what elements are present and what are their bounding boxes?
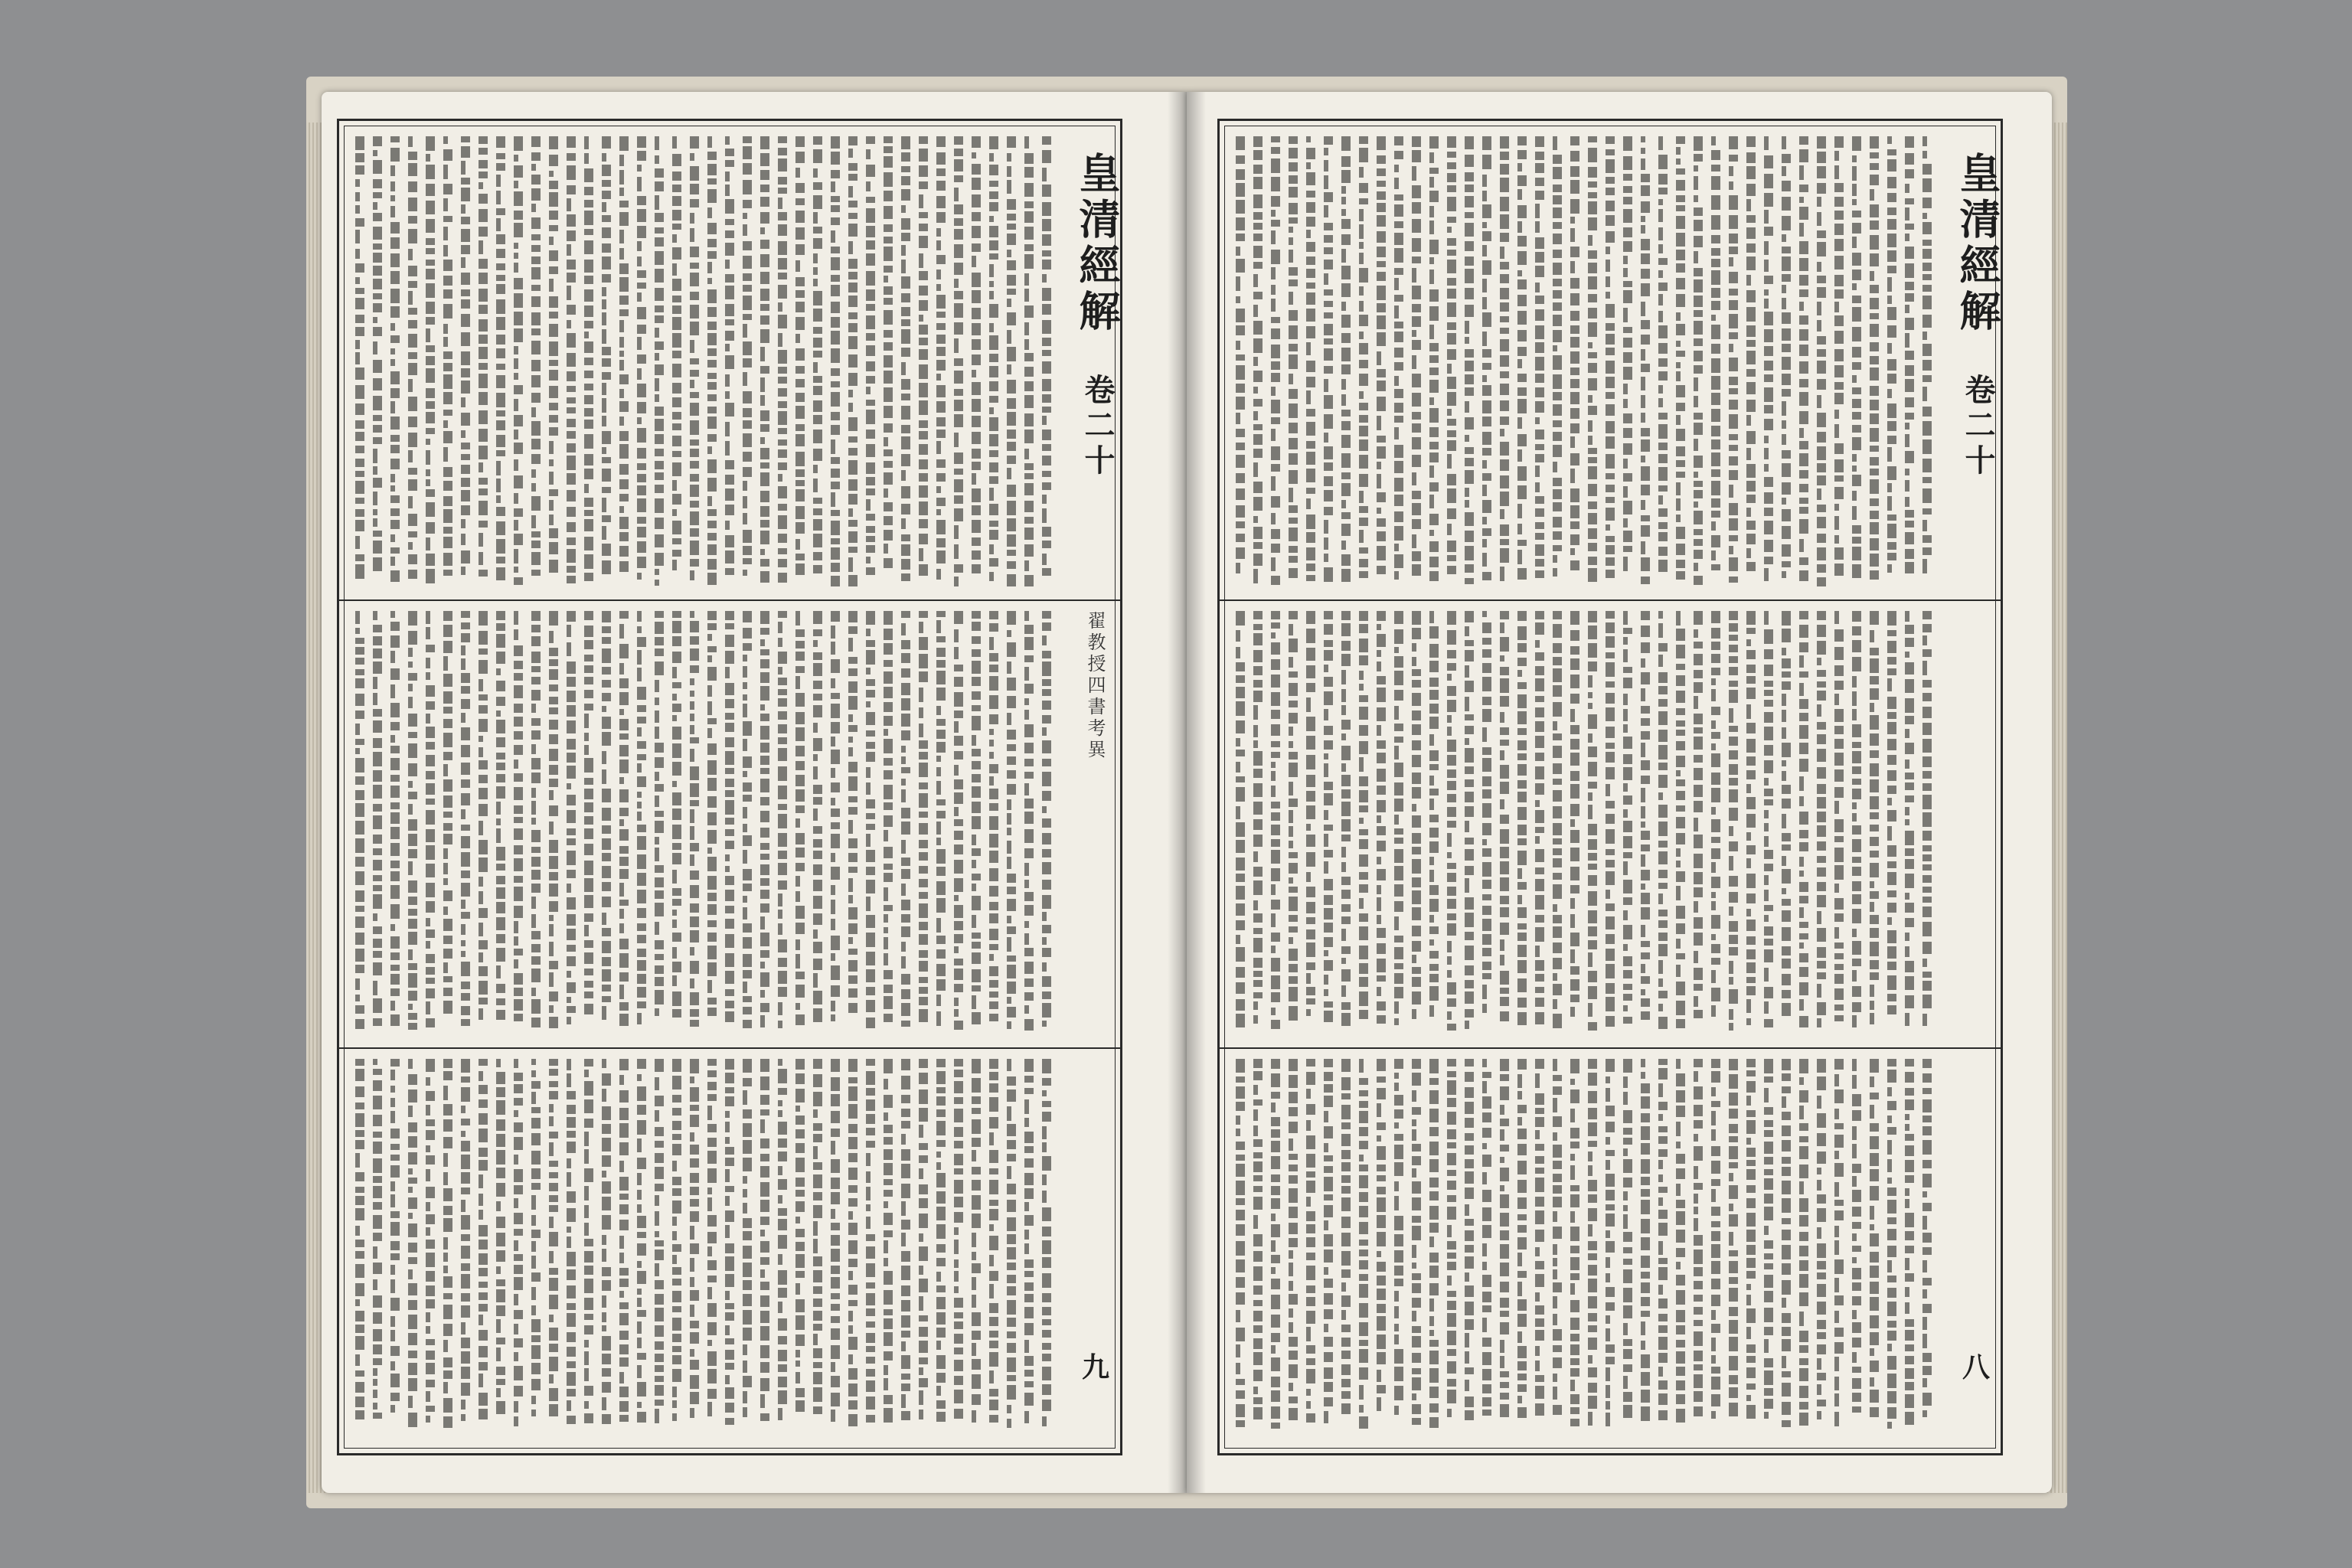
text-column [1886,132,1897,1442]
text-column [531,132,541,1442]
text-column [1640,132,1651,1442]
right-page-frame [1217,119,2003,1455]
text-column [390,132,400,1442]
text-column [1006,132,1017,1442]
right-text-columns [1235,132,1939,1442]
text-column [971,132,982,1442]
text-column [865,132,876,1442]
text-column [936,132,946,1442]
text-column [566,132,577,1442]
text-column [707,132,717,1442]
text-column [1869,132,1880,1442]
text-column [1534,132,1545,1442]
text-column [742,132,753,1442]
left-page-frame [337,119,1122,1455]
text-column [1728,132,1739,1442]
text-column [1605,132,1615,1442]
text-column [1464,132,1475,1442]
text-column [1922,132,1932,1442]
text-column [1429,132,1439,1442]
text-column [1675,132,1686,1442]
text-column [1376,132,1387,1442]
text-column [1235,132,1246,1442]
text-column [671,132,682,1442]
text-column [918,132,929,1442]
text-column [372,132,383,1442]
text-column [1270,132,1281,1442]
text-column [601,132,612,1442]
text-column [513,132,524,1442]
text-column [1358,132,1369,1442]
text-column [1851,132,1862,1442]
left-running-title: 皇清經解 [1073,152,1122,335]
text-column [1552,132,1563,1442]
text-column [777,132,788,1442]
text-column [1288,132,1298,1442]
left-text-columns [354,132,1059,1442]
text-column [830,132,841,1442]
text-column [1393,132,1404,1442]
book-gutter [1168,92,1206,1493]
text-column [1041,132,1052,1442]
left-folio-number: 九 [1082,1351,1110,1383]
text-column [1517,132,1527,1442]
text-column [795,132,805,1442]
text-column [425,132,436,1442]
text-column [1658,132,1668,1442]
left-page [322,92,1187,1493]
text-column [548,132,559,1442]
text-column [812,132,823,1442]
text-column [689,132,700,1442]
text-column [1622,132,1633,1442]
right-page [1187,92,2052,1493]
left-section-caption: 翟教授四書考異 [1084,611,1106,761]
text-column [1411,132,1422,1442]
text-column [583,132,594,1442]
text-column [900,132,911,1442]
text-column [1341,132,1351,1442]
text-column [1904,132,1915,1442]
text-column [1834,132,1844,1442]
text-column [1323,132,1334,1442]
text-column [1693,132,1704,1442]
text-column [1253,132,1263,1442]
text-column [1710,132,1721,1442]
text-column [654,132,665,1442]
text-column [1499,132,1510,1442]
right-volume-label: 卷二十 [1960,374,1996,479]
text-column [760,132,770,1442]
text-column [495,132,506,1442]
text-column [1781,132,1792,1442]
text-column [1446,132,1457,1442]
text-column [443,132,453,1442]
text-column [1305,132,1316,1442]
left-volume-label: 卷二十 [1080,374,1116,479]
text-column [848,132,858,1442]
right-folio-number: 八 [1962,1351,1991,1383]
text-column [478,132,488,1442]
right-running-title: 皇清經解 [1953,152,2002,335]
text-column [1746,132,1756,1442]
text-column [619,132,629,1442]
text-column [988,132,999,1442]
text-column [1570,132,1580,1442]
text-column [407,132,418,1442]
text-column [724,132,735,1442]
text-column [1763,132,1774,1442]
text-column [354,132,365,1442]
text-column [1481,132,1492,1442]
text-column [1798,132,1809,1442]
text-column [1587,132,1598,1442]
text-column [953,132,964,1442]
text-column [636,132,647,1442]
open-book [306,77,2067,1508]
text-column [1024,132,1034,1442]
text-column [460,132,471,1442]
text-column [883,132,893,1442]
text-column [1816,132,1827,1442]
